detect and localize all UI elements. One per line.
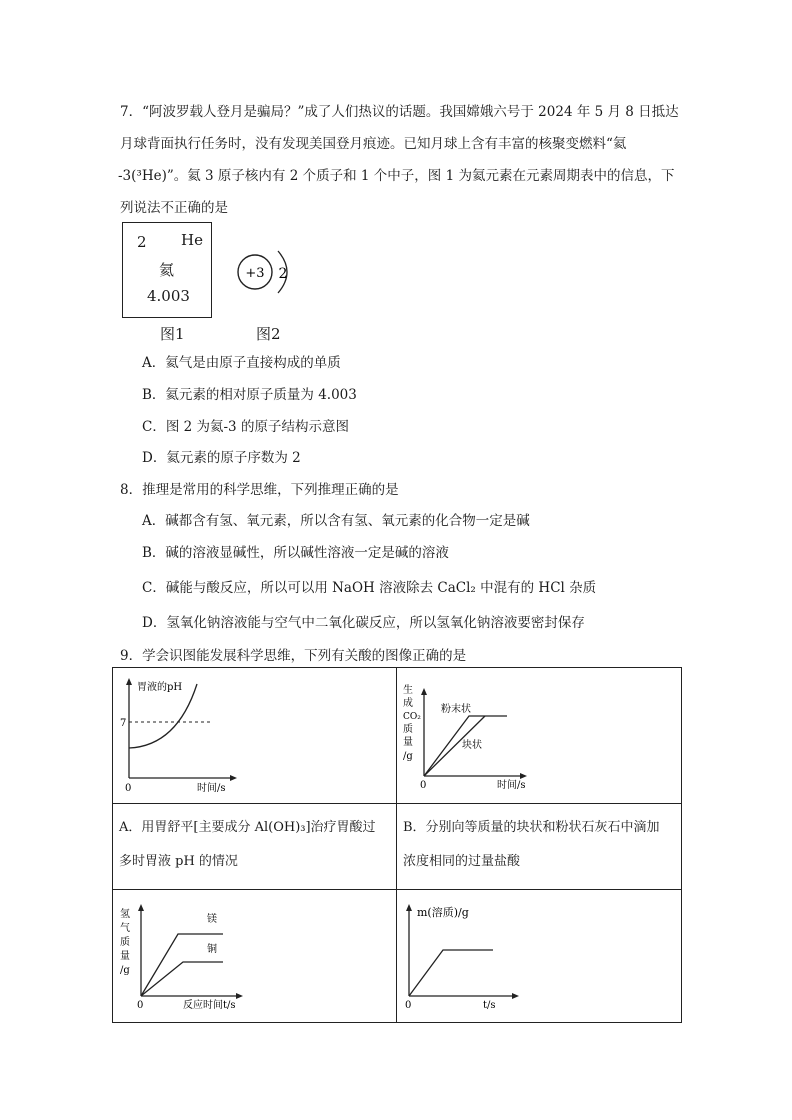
chart-c-ylabel-1: 氢 <box>120 909 130 920</box>
fig1-caption: 图1 <box>160 325 185 343</box>
fig2-caption: 图2 <box>256 325 281 343</box>
atomic-mass: 4.003 <box>147 287 190 305</box>
periodic-element-box <box>122 222 212 318</box>
chart-b-ylabel-6: /g <box>403 751 413 762</box>
chart-b-co2-mass <box>397 668 683 803</box>
option-a-line1: A．用胃舒平[主要成分 Al(OH)₃]治疗胃酸过 <box>119 820 376 835</box>
chart-b-xlabel: 时间/s <box>497 780 526 791</box>
q8-option-d: D．氢氧化钠溶液能与空气中二氧化碳反应，所以氢氧化钠溶液要密封保存 <box>142 615 585 631</box>
chart-d-xlabel: t/s <box>483 1000 496 1011</box>
chart-c-hydrogen-mass <box>113 890 396 1022</box>
electron-shell-count: 2 <box>278 266 288 282</box>
chart-c-ylabel-4: 量 <box>120 951 130 962</box>
chart-d-solute-mass <box>397 890 683 1022</box>
chart-c-label-mg: 镁 <box>207 914 217 925</box>
q7-stem-line3: -3(³He)”。氦 3 原子核内有 2 个质子和 1 个中子，图 1 为氦元素在元素周期表中的信息，下 <box>118 168 675 184</box>
chart-b-label-lump: 块状 <box>462 740 482 751</box>
chart-a-xlabel: 时间/s <box>197 783 226 794</box>
atomic-number: 2 <box>137 233 147 251</box>
chart-a-stomach-ph <box>113 668 396 803</box>
chart-c-xlabel: 反应时间t/s <box>183 1000 236 1011</box>
q7-stem-line4: 列说法不正确的是 <box>120 200 228 216</box>
q9-stem: 9．学会识图能发展科学思维，下列有关酸的图像正确的是 <box>120 648 467 664</box>
chart-b-ylabel-5: 量 <box>403 737 413 748</box>
q7-option-d: D．氦元素的原子序数为 2 <box>142 450 301 466</box>
chart-d-ylabel: m(溶质)/g <box>417 906 469 919</box>
q7-option-a: A．氦气是由原子直接构成的单质 <box>142 355 341 371</box>
q7-option-b: B．氦元素的相对原子质量为 4.003 <box>142 387 357 403</box>
chart-a-ylabel: 胃液的pH <box>137 682 183 693</box>
chart-b-origin: 0 <box>420 780 427 791</box>
chart-b-ylabel-4: 质 <box>403 724 413 735</box>
element-name: 氦 <box>159 261 175 279</box>
element-symbol: He <box>181 231 203 249</box>
chart-c-ylabel-2: 气 <box>120 923 130 934</box>
chart-c-ylabel-3: 质 <box>120 937 130 948</box>
chart-c-ylabel-5: /g <box>120 965 130 976</box>
q8-stem: 8．推理是常用的科学思维，下列推理正确的是 <box>120 482 399 498</box>
chart-b-ylabel-1: 生 <box>403 685 413 696</box>
nucleus-charge: +3 <box>245 266 265 281</box>
option-b-line1: B．分别向等质量的块状和粉状石灰石中滴加 <box>403 820 660 835</box>
chart-b-ylabel-2: 成 <box>403 698 413 709</box>
chart-c-label-cu: 铜 <box>207 944 217 955</box>
option-b-line2: 浓度相同的过量盐酸 <box>403 854 521 869</box>
q7-stem-line2: 月球背面执行任务时，没有发现美国登月痕迹。已知月球上含有丰富的核聚变燃料“氦 <box>120 136 627 152</box>
chart-b-label-powder: 粉末状 <box>441 704 471 715</box>
option-a-line2: 多时胃液 pH 的情况 <box>119 854 238 869</box>
q8-option-c: C．碱能与酸反应，所以可以用 NaOH 溶液除去 CaCl₂ 中混有的 HCl 杂质 <box>142 580 597 596</box>
chart-d-origin: 0 <box>405 1000 412 1011</box>
q8-option-b: B．碱的溶液显碱性，所以碱性溶液一定是碱的溶液 <box>142 545 449 561</box>
q7-stem-line1: 7．“阿波罗载人登月是骗局？”成了人们热议的话题。我国嫦娥六号于 2024 年 5 月 8 日抵达 <box>120 104 679 120</box>
atom-structure-diagram <box>230 240 300 310</box>
chart-a-ref-7: 7 <box>120 718 127 729</box>
q7-option-c: C．图 2 为氦-3 的原子结构示意图 <box>142 419 349 435</box>
chart-b-ylabel-3: CO₂ <box>403 712 421 722</box>
chart-a-origin: 0 <box>125 783 132 794</box>
q8-option-a: A．碱都含有氢、氧元素，所以含有氢、氧元素的化合物一定是碱 <box>142 513 530 529</box>
chart-c-origin: 0 <box>137 1000 144 1011</box>
q9-graph-table <box>112 667 682 1023</box>
